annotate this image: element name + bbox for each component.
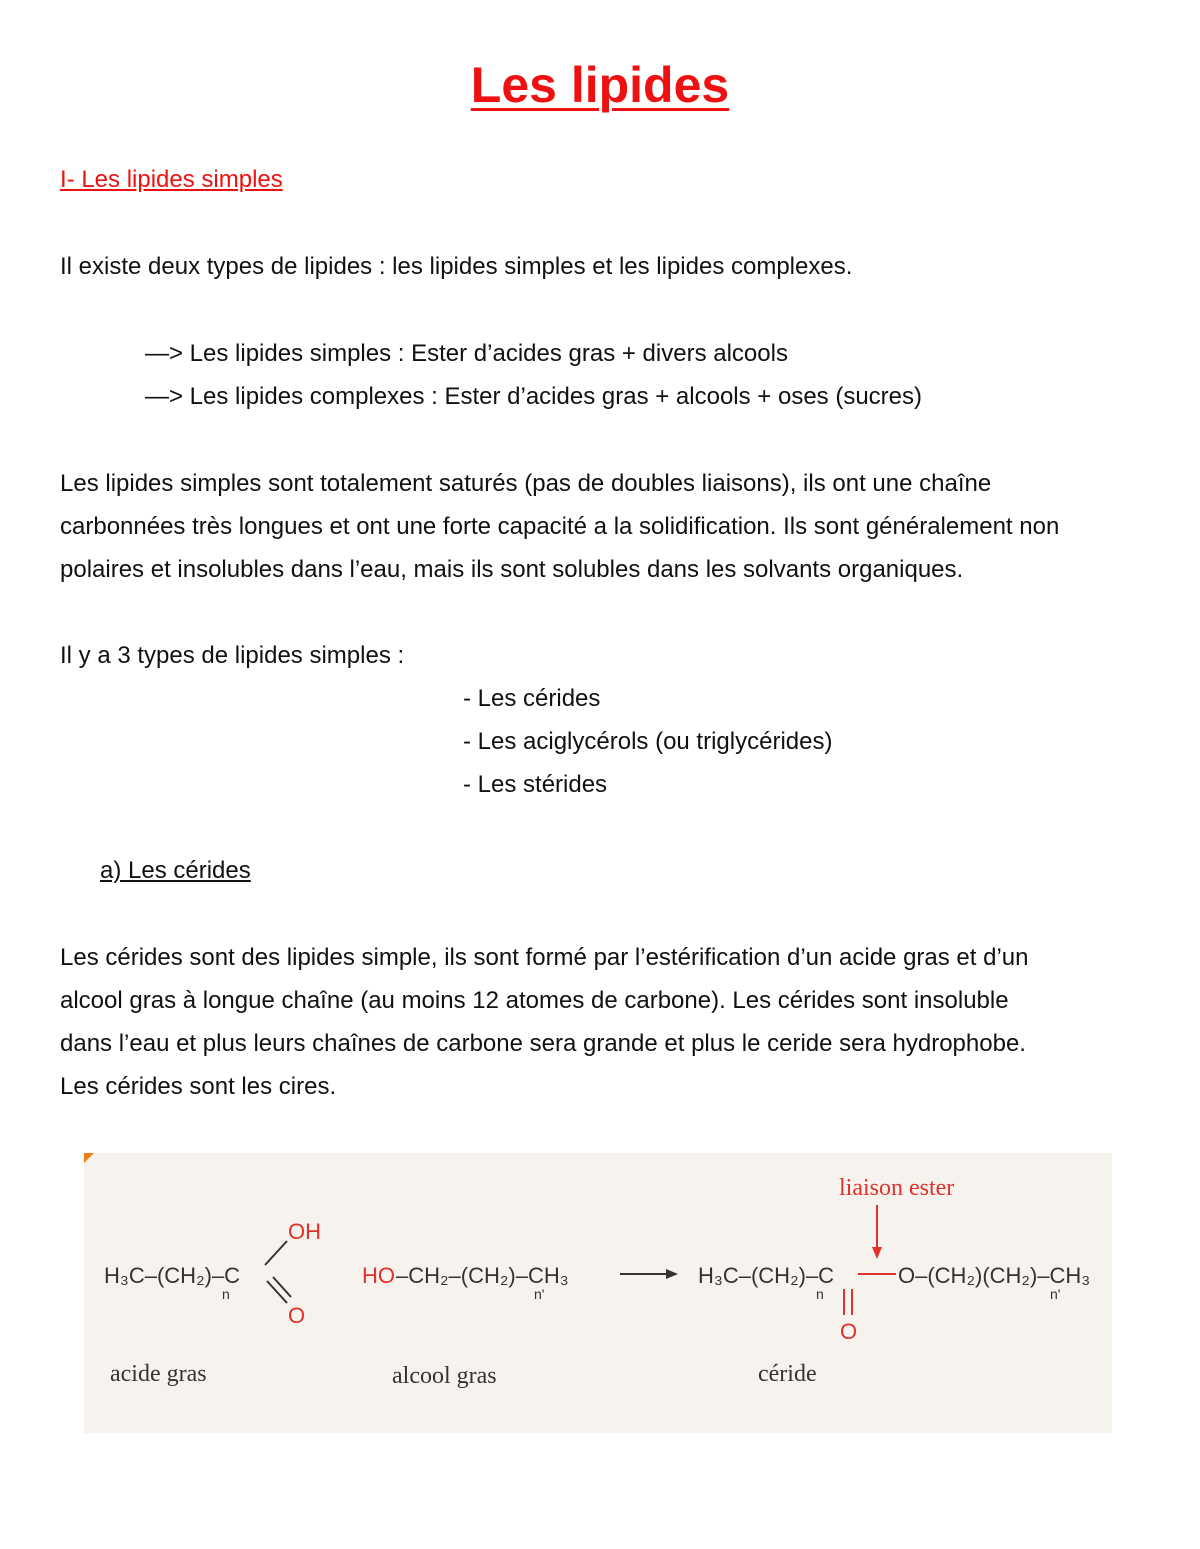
definition-simple: —> Les lipides simples : Ester d’acides gras + divers alcools: [145, 340, 788, 367]
ceride-subscript-n2: n': [1050, 1286, 1061, 1302]
paragraph-line: Les lipides simples sont totalement saturés (pas de doubles liaisons), ils ont une chaîne: [60, 470, 992, 497]
reaction-arrow-head: [666, 1269, 678, 1279]
paragraph-cerides: [60, 936, 1145, 1108]
acid-double-bond: [273, 1277, 291, 1297]
paragraph-line: carbonnées très longues et ont une forte capacité a la solidification. Ils sont généralement non: [60, 513, 1060, 540]
ceride-formula-left: H₃C–(CH₂)–C: [698, 1263, 835, 1288]
paragraph-line: Les cérides sont des lipides simple, ils sont formé par l’estérification d’un acide gras et d’un: [60, 944, 1029, 971]
acid-subscript-n: n: [222, 1286, 230, 1302]
acid-oh-label: OH: [288, 1219, 321, 1244]
paragraph-line: polaires et insolubles dans l’eau, mais ils sont solubles dans les solvants organiques.: [60, 556, 964, 583]
figure-corner-marker: [84, 1153, 94, 1163]
acid-bond-oh: [265, 1241, 287, 1265]
caption-alcool-gras: alcool gras: [392, 1363, 497, 1389]
subsection-heading-cerides: a) Les cérides: [100, 857, 251, 884]
alcohol-ho-label: HO: [362, 1263, 395, 1288]
type-item-sterides: - Les stérides: [463, 771, 608, 798]
definition-complexe: —> Les lipides complexes : Ester d’acides gras + alcools + oses (sucres): [145, 383, 923, 410]
alcohol-subscript-n: n': [534, 1286, 545, 1302]
type-item-cerides: - Les cérides: [463, 685, 601, 712]
acid-o-label: O: [288, 1303, 306, 1328]
page-title: Les lipides: [470, 57, 730, 113]
ceride-formula-right: O–(CH₂)(CH₂)–CH₃: [898, 1263, 1091, 1288]
paragraph-line: Les cérides sont les cires.: [60, 1073, 337, 1100]
paragraph-lipides-simples: [60, 462, 1145, 591]
caption-acide-gras: acide gras: [110, 1361, 207, 1387]
alcohol-formula: –CH₂–(CH₂)–CH₃: [396, 1263, 569, 1288]
ester-pointer-head: [872, 1247, 882, 1259]
ceride-reaction-figure: [84, 1153, 1112, 1433]
ceride-subscript-n: n: [816, 1286, 824, 1302]
intro-text: Il existe deux types de lipides : les lipides simples et les lipides complexes.: [60, 253, 853, 280]
reaction-diagram: [84, 1153, 1112, 1433]
acid-bond-o: [267, 1281, 287, 1303]
ester-bond-label: liaison ester: [839, 1175, 955, 1201]
acid-formula: H₃C–(CH₂)–C: [104, 1263, 241, 1288]
caption-ceride: céride: [758, 1361, 817, 1387]
type-item-aciglycerols: - Les aciglycérols (ou triglycérides): [463, 728, 833, 755]
paragraph-line: alcool gras à longue chaîne (au moins 12 atomes de carbone). Les cérides sont insoluble: [60, 987, 1009, 1014]
section-heading-lipides-simples: I- Les lipides simples: [60, 166, 283, 193]
ceride-o-label: O: [840, 1319, 858, 1344]
paragraph-line: dans l’eau et plus leurs chaînes de carbone sera grande et plus le ceride sera hydrophobe.: [60, 1030, 1026, 1057]
types-intro: Il y a 3 types de lipides simples :: [60, 642, 405, 669]
